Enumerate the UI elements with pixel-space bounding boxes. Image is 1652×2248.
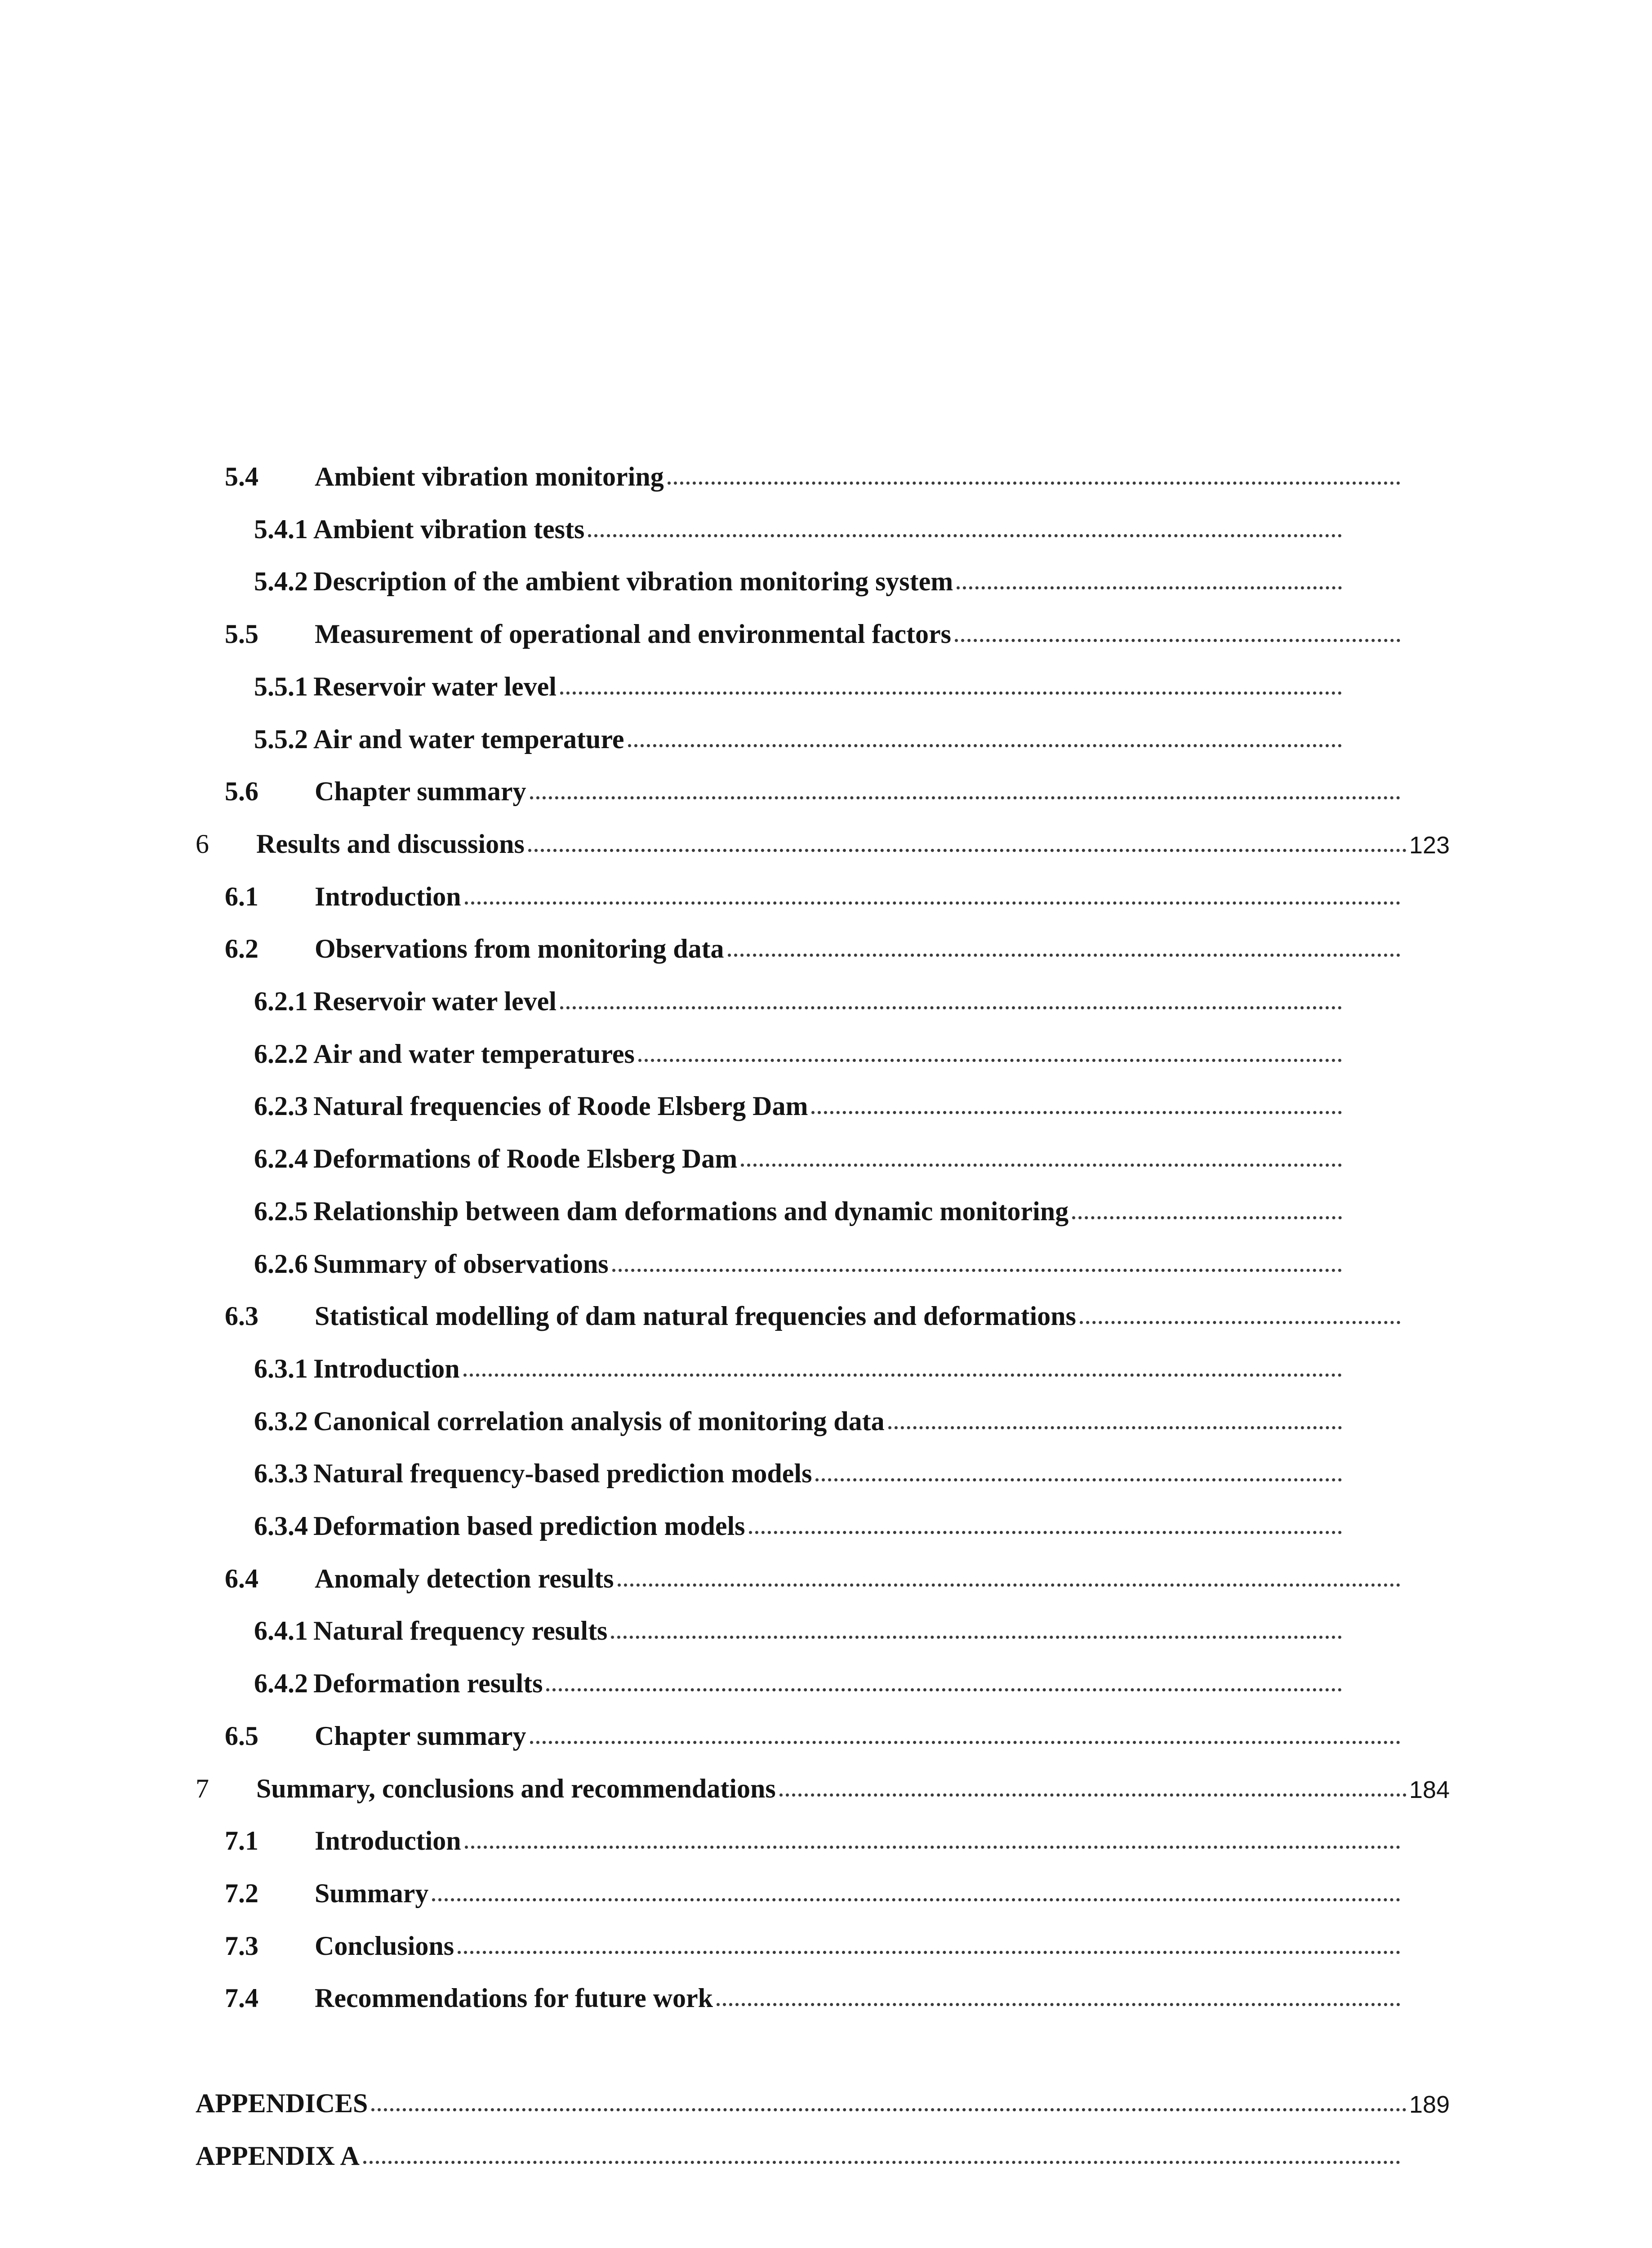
toc-entry-title: Introduction [313, 1354, 460, 1383]
toc-entry [225, 764, 1400, 805]
toc-entry [254, 660, 1342, 700]
dot-leader [618, 1583, 1400, 1587]
toc-entry [254, 1604, 1342, 1644]
toc-entry [254, 1394, 1342, 1435]
toc-entry-title: Air and water temperatures [313, 1039, 635, 1069]
toc-entry-number: 5.4.1 [254, 514, 308, 544]
toc-entry [254, 1237, 1342, 1277]
dot-leader [612, 1269, 1342, 1272]
toc-entry-title: Conclusions [315, 1931, 454, 1961]
toc-entry-number: 5.5 [225, 619, 258, 649]
dot-leader [528, 849, 1407, 852]
toc-entry-title: Statistical modelling of dam natural frequencies and deformations [315, 1301, 1076, 1331]
dot-leader [560, 691, 1342, 695]
toc-entry-title: Relationship between dam deformations and dynamic monitoring [313, 1196, 1069, 1226]
toc-entry-title: Chapter summary [315, 776, 526, 806]
toc-entry [254, 502, 1342, 543]
toc-entry-title: Anomaly detection results [315, 1564, 614, 1593]
toc-entry [254, 1342, 1342, 1382]
toc-entry [254, 1184, 1342, 1225]
toc-entry-title: Description of the ambient vibration monitoring system [313, 566, 953, 596]
toc-entry-title: Deformation results [313, 1668, 543, 1698]
toc-entry [225, 450, 1400, 490]
toc-entry [225, 1919, 1400, 1959]
toc-entry-number: 6.3.4 [254, 1511, 308, 1541]
toc-entry-title: Deformations of Roode Elsberg Dam [313, 1144, 738, 1173]
toc-entry-title: Introduction [315, 1826, 461, 1855]
dot-leader [717, 2003, 1400, 2006]
toc-entry-number: 6.2.1 [254, 986, 308, 1016]
dot-leader [1072, 1216, 1342, 1219]
toc-entry-page-number: 123 [1409, 832, 1450, 859]
toc-entry [196, 2076, 1450, 2117]
toc-entry-number: 6.2 [225, 934, 258, 963]
dot-leader [741, 1164, 1342, 1167]
toc-entry-number: 6.2.2 [254, 1039, 308, 1069]
toc-entry-title: APPENDICES [196, 2088, 368, 2118]
toc-entry-number: 6 [196, 829, 209, 859]
toc-entry-number: 6.3 [225, 1301, 258, 1331]
toc-entry [254, 554, 1342, 595]
toc-entry [225, 870, 1400, 910]
toc-entry-number: 5.6 [225, 776, 258, 806]
toc-entry-number: 6.2.5 [254, 1196, 308, 1226]
toc-entry [254, 1499, 1342, 1539]
toc-entry [225, 1866, 1400, 1907]
toc-entry-title: Summary, conclusions and recommendations [256, 1774, 776, 1803]
dot-leader [463, 1374, 1342, 1377]
toc-entry [254, 712, 1342, 753]
toc-entry-title: Chapter summary [315, 1721, 526, 1751]
toc-entry-title: Deformation based prediction models [313, 1511, 745, 1541]
toc-entry-number: 5.4.2 [254, 566, 308, 596]
toc-entry [225, 1289, 1400, 1329]
dot-leader [546, 1688, 1342, 1691]
toc-entry-title: Reservoir water level [313, 986, 557, 1016]
toc-entry-title: Reservoir water level [313, 672, 557, 701]
toc-entry-number: 6.3.3 [254, 1459, 308, 1488]
toc-entry-number: 6.5 [225, 1721, 258, 1751]
toc-entry-number: 7.2 [225, 1878, 258, 1908]
dot-leader [955, 639, 1400, 642]
dot-leader [458, 1951, 1400, 1954]
dot-leader [432, 1898, 1400, 1901]
toc-entry [254, 1446, 1342, 1487]
dot-leader [530, 796, 1400, 799]
dot-leader [465, 1846, 1400, 1849]
toc-entry [254, 1656, 1342, 1697]
toc-entry [196, 2129, 1400, 2169]
toc-entry-number: 7.1 [225, 1826, 258, 1855]
dot-leader [465, 901, 1400, 905]
dot-leader [638, 1059, 1342, 1062]
toc-entry-number: 6.3.1 [254, 1354, 308, 1383]
dot-leader [628, 744, 1342, 747]
dot-leader [811, 1111, 1342, 1114]
toc-entry [225, 922, 1400, 962]
toc-entry-number: 5.5.1 [254, 672, 308, 701]
dot-leader [363, 2161, 1400, 2164]
toc-entry-title: Ambient vibration monitoring [315, 462, 664, 491]
toc-entry-title: Natural frequencies of Roode Elsberg Dam [313, 1091, 808, 1121]
toc-entry-number: 6.2.6 [254, 1249, 308, 1279]
toc-entry [225, 607, 1400, 647]
toc-entry [254, 1132, 1342, 1172]
toc-entry-page-number: 189 [1409, 2091, 1450, 2118]
toc-entry-title: Introduction [315, 882, 461, 911]
toc-entry-title: Natural frequency-based prediction models [313, 1459, 812, 1488]
toc-entry-title: Summary of observations [313, 1249, 609, 1279]
toc-entry-number: 6.2.3 [254, 1091, 308, 1121]
dot-leader [779, 1793, 1407, 1797]
toc-entry-page-number: 184 [1409, 1776, 1450, 1803]
toc-entry-number: 7.4 [225, 1983, 258, 2013]
toc-entry [225, 1814, 1400, 1854]
toc-entry-title: Results and discussions [256, 829, 525, 859]
dot-leader [728, 954, 1400, 957]
dot-leader [611, 1636, 1342, 1639]
toc-entry-number: 6.4.1 [254, 1616, 308, 1646]
toc-entry-title: Recommendations for future work [315, 1983, 713, 2013]
toc-entry-number: 7 [196, 1774, 209, 1803]
dot-leader [371, 2108, 1407, 2111]
toc-entry [225, 1709, 1400, 1749]
toc-entry-number: 6.3.2 [254, 1406, 308, 1436]
toc-entry-number: 5.5.2 [254, 724, 308, 754]
toc-entry [225, 1552, 1400, 1592]
toc-entry-title: Natural frequency results [313, 1616, 608, 1646]
toc-entry [254, 1079, 1342, 1120]
dot-leader [588, 534, 1342, 537]
toc-entry-number: 7.3 [225, 1931, 258, 1961]
dot-leader [815, 1478, 1342, 1481]
toc-entry-title: Observations from monitoring data [315, 934, 724, 963]
toc-entry-title: APPENDIX A [196, 2141, 360, 2171]
toc-entry [254, 1027, 1342, 1067]
toc-entry-number: 6.4 [225, 1564, 258, 1593]
toc-entry [225, 1971, 1400, 2012]
dot-leader [668, 482, 1400, 485]
toc-entry-number: 6.1 [225, 882, 258, 911]
toc-entry-number: 5.4 [225, 462, 258, 491]
dot-leader [560, 1006, 1342, 1009]
dot-leader [957, 586, 1342, 589]
dot-leader [1080, 1321, 1400, 1324]
toc-entry-title: Air and water temperature [313, 724, 624, 754]
dot-leader [888, 1426, 1342, 1429]
toc-entry-title: Summary [315, 1878, 429, 1908]
toc-entry-title: Canonical correlation analysis of monitoring data [313, 1406, 885, 1436]
dot-leader [749, 1531, 1342, 1534]
toc-entry [254, 974, 1342, 1015]
toc-entry-title: Ambient vibration tests [313, 514, 585, 544]
toc-entry-number: 6.4.2 [254, 1668, 308, 1698]
toc-entry-number: 6.2.4 [254, 1144, 308, 1173]
toc-entry-title: Measurement of operational and environmental factors [315, 619, 951, 649]
toc-entry [196, 817, 1450, 857]
toc-entry [196, 1762, 1450, 1802]
dot-leader [530, 1741, 1400, 1744]
